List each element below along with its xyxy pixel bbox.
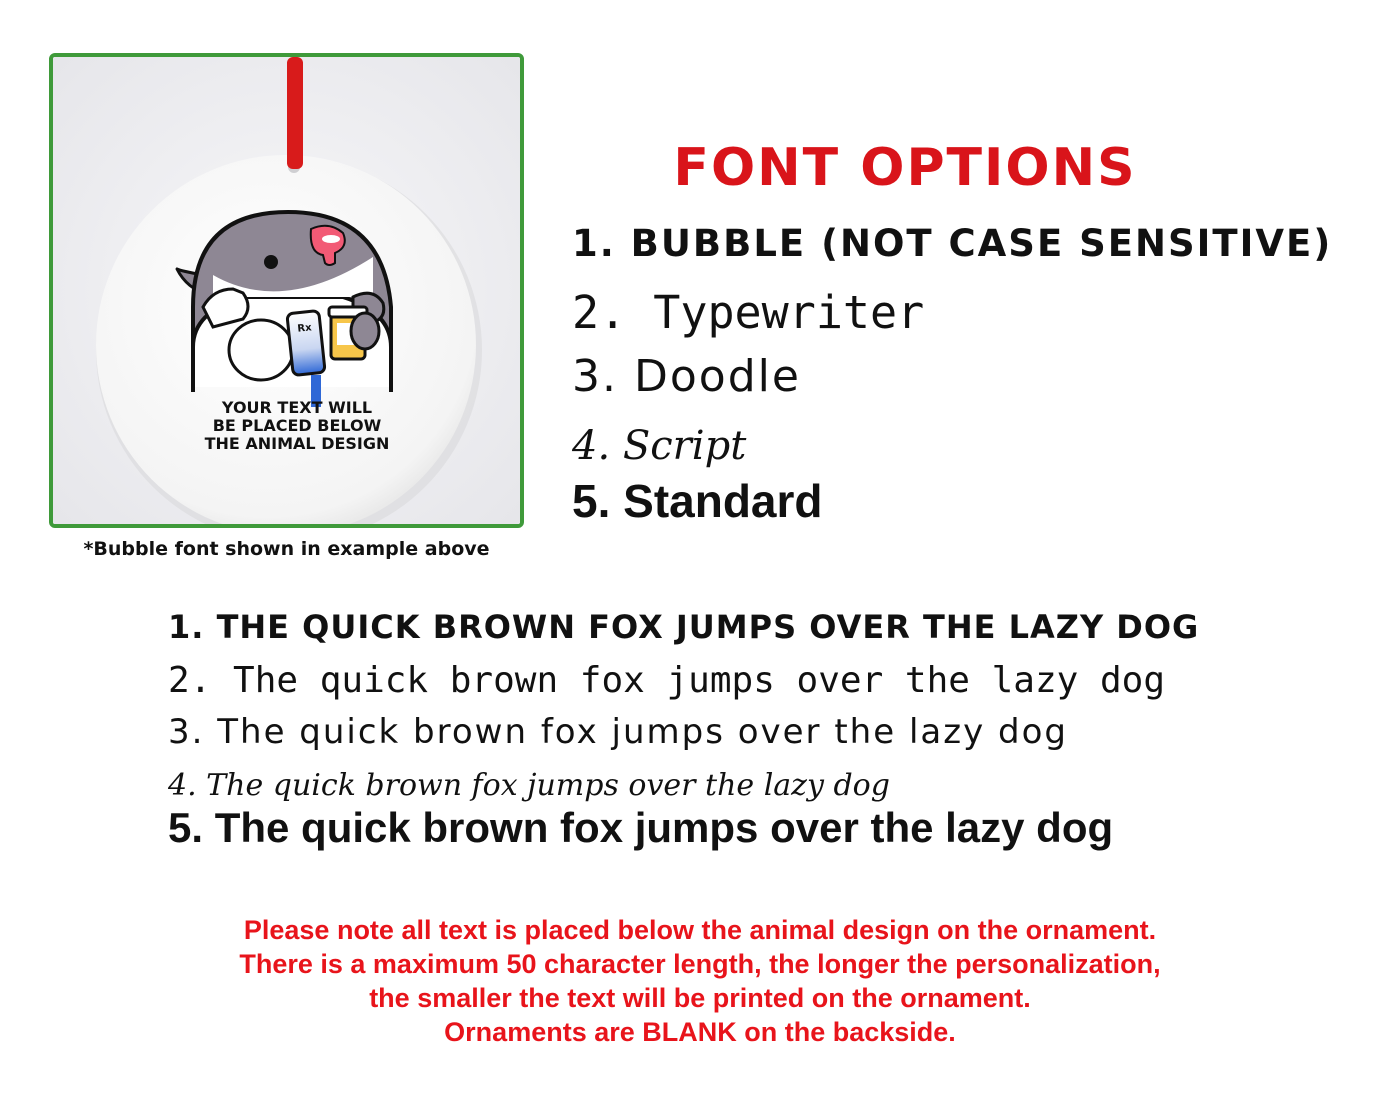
ornament-text-line: YOUR TEXT WILL <box>221 398 373 417</box>
note-line: Ornaments are BLANK on the backside. <box>444 1017 956 1047</box>
red-ribbon <box>287 57 303 169</box>
rx-label: Rx <box>296 322 313 335</box>
font-sample-typewriter: 2. The quick brown fox jumps over the lazy dog <box>168 660 1165 701</box>
font-option-standard: 5. Standard <box>572 475 823 527</box>
ornament-text <box>205 398 390 453</box>
ornament-example-photo <box>49 53 524 528</box>
personalization-note <box>100 913 1300 1049</box>
font-options-heading: FONT OPTIONS <box>673 138 1137 198</box>
ornament-text-line: BE PLACED BELOW <box>212 416 382 435</box>
font-option-doodle: 3. Doodle <box>572 351 801 402</box>
font-option-bubble: 1. BUBBLE (NOT CASE SENSITIVE) <box>572 222 1333 265</box>
font-option-script: 4. Script <box>572 423 747 469</box>
ornament-text-line: THE ANIMAL DESIGN <box>204 434 390 453</box>
font-option-typewriter: 2. Typewriter <box>572 286 925 339</box>
font-sample-doodle: 3. The quick brown fox jumps over the lazy dog <box>168 712 1068 752</box>
font-sample-standard: 5. The quick brown fox jumps over the lazy dog <box>168 804 1114 851</box>
example-caption: *Bubble font shown in example above <box>83 538 490 560</box>
note-line: Please note all text is placed below the animal design on the ornament. <box>243 915 1157 945</box>
note-line: There is a maximum 50 character length, the longer the personalization, <box>239 949 1161 979</box>
ornament-illustration <box>53 57 520 524</box>
font-sample-bubble: 1. THE QUICK BROWN FOX JUMPS OVER THE LAZY DOG <box>168 608 1200 646</box>
font-sample-script: 4. The quick brown fox jumps over the lazy dog <box>168 768 890 803</box>
note-line: the smaller the text will be printed on the ornament. <box>369 983 1031 1013</box>
